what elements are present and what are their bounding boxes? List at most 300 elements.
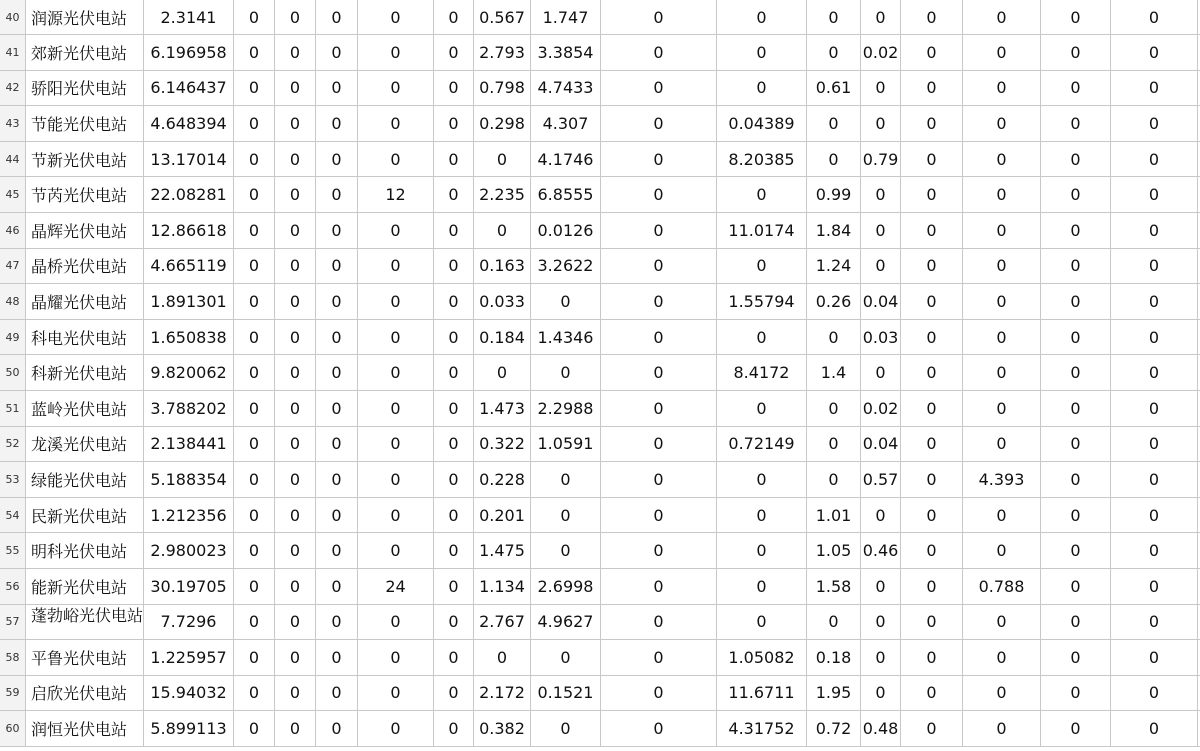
value-cell[interactable]: 0: [434, 320, 474, 355]
value-cell[interactable]: 9.820062: [144, 355, 234, 390]
value-cell[interactable]: 0.228: [474, 462, 531, 497]
value-cell[interactable]: 0: [601, 605, 717, 640]
value-cell[interactable]: 0: [234, 462, 275, 497]
value-cell[interactable]: 0.298: [474, 106, 531, 141]
row-number[interactable]: 46: [0, 213, 26, 248]
value-cell[interactable]: 0: [316, 35, 358, 70]
value-cell[interactable]: 0: [234, 711, 275, 746]
value-cell[interactable]: 0: [474, 213, 531, 248]
station-name-cell[interactable]: 晶桥光伏电站: [26, 249, 144, 284]
value-cell[interactable]: 0: [316, 427, 358, 462]
value-cell[interactable]: 0: [234, 605, 275, 640]
value-cell[interactable]: 0: [234, 569, 275, 604]
value-cell[interactable]: 0: [963, 640, 1041, 675]
value-cell[interactable]: 0: [901, 320, 963, 355]
value-cell[interactable]: 0: [234, 249, 275, 284]
value-cell[interactable]: 1.55794: [717, 284, 807, 319]
value-cell[interactable]: 4.307: [531, 106, 601, 141]
station-name-cell[interactable]: 龙溪光伏电站: [26, 427, 144, 462]
value-cell[interactable]: 0: [601, 569, 717, 604]
value-cell[interactable]: 0: [1041, 71, 1111, 106]
value-cell[interactable]: 0: [963, 391, 1041, 426]
value-cell[interactable]: 0: [601, 391, 717, 426]
value-cell[interactable]: 0: [1041, 676, 1111, 711]
value-cell[interactable]: 0: [901, 462, 963, 497]
value-cell[interactable]: 0: [316, 391, 358, 426]
value-cell[interactable]: 2.793: [474, 35, 531, 70]
value-cell[interactable]: 1.134: [474, 569, 531, 604]
value-cell[interactable]: 2.172: [474, 676, 531, 711]
value-cell[interactable]: 4.9627: [531, 605, 601, 640]
value-cell[interactable]: 2.767: [474, 605, 531, 640]
value-cell[interactable]: 0: [234, 427, 275, 462]
value-cell[interactable]: 0: [434, 676, 474, 711]
value-cell[interactable]: 0: [1041, 142, 1111, 177]
station-name-cell[interactable]: 节芮光伏电站: [26, 177, 144, 212]
row-number[interactable]: 60: [0, 711, 26, 746]
value-cell[interactable]: 0: [434, 0, 474, 34]
value-cell[interactable]: 0: [358, 391, 434, 426]
value-cell[interactable]: 11.6711: [717, 676, 807, 711]
value-cell[interactable]: 0: [963, 106, 1041, 141]
value-cell[interactable]: 2.235: [474, 177, 531, 212]
value-cell[interactable]: 0: [234, 71, 275, 106]
value-cell[interactable]: 0.99: [807, 177, 861, 212]
value-cell[interactable]: 0: [901, 640, 963, 675]
value-cell[interactable]: 0.1521: [531, 676, 601, 711]
value-cell[interactable]: 0: [358, 35, 434, 70]
value-cell[interactable]: 0: [434, 106, 474, 141]
value-cell[interactable]: 0: [316, 177, 358, 212]
value-cell[interactable]: 13.17014: [144, 142, 234, 177]
value-cell[interactable]: 0: [963, 320, 1041, 355]
value-cell[interactable]: 0: [531, 462, 601, 497]
value-cell[interactable]: 0: [601, 640, 717, 675]
value-cell[interactable]: 0: [234, 355, 275, 390]
value-cell[interactable]: 0: [474, 142, 531, 177]
value-cell[interactable]: 0: [1041, 462, 1111, 497]
value-cell[interactable]: 0: [316, 498, 358, 533]
value-cell[interactable]: 0: [358, 71, 434, 106]
value-cell[interactable]: 0.567: [474, 0, 531, 34]
value-cell[interactable]: 0: [1111, 106, 1198, 141]
value-cell[interactable]: 0: [717, 605, 807, 640]
value-cell[interactable]: 0.322: [474, 427, 531, 462]
value-cell[interactable]: 0: [717, 533, 807, 568]
value-cell[interactable]: 0: [234, 0, 275, 34]
value-cell[interactable]: 0: [1041, 177, 1111, 212]
value-cell[interactable]: 0: [601, 142, 717, 177]
value-cell[interactable]: 0: [434, 35, 474, 70]
value-cell[interactable]: 0: [717, 0, 807, 34]
value-cell[interactable]: 1.24: [807, 249, 861, 284]
value-cell[interactable]: 0: [901, 213, 963, 248]
value-cell[interactable]: 0.57: [861, 462, 901, 497]
value-cell[interactable]: 0: [807, 320, 861, 355]
value-cell[interactable]: 0: [316, 249, 358, 284]
value-cell[interactable]: 0: [316, 711, 358, 746]
value-cell[interactable]: 0: [901, 71, 963, 106]
value-cell[interactable]: 0: [1111, 355, 1198, 390]
value-cell[interactable]: 0: [963, 177, 1041, 212]
row-number[interactable]: 44: [0, 142, 26, 177]
value-cell[interactable]: 0: [601, 533, 717, 568]
station-name-cell[interactable]: 平鲁光伏电站: [26, 640, 144, 675]
row-number[interactable]: 54: [0, 498, 26, 533]
value-cell[interactable]: 0: [434, 142, 474, 177]
value-cell[interactable]: 0: [1041, 427, 1111, 462]
value-cell[interactable]: 0: [316, 0, 358, 34]
value-cell[interactable]: 0: [601, 106, 717, 141]
value-cell[interactable]: 0: [601, 71, 717, 106]
value-cell[interactable]: 0: [901, 498, 963, 533]
value-cell[interactable]: 0: [1111, 284, 1198, 319]
value-cell[interactable]: 1.475: [474, 533, 531, 568]
value-cell[interactable]: 0: [358, 284, 434, 319]
value-cell[interactable]: 0: [434, 640, 474, 675]
value-cell[interactable]: 0: [901, 676, 963, 711]
value-cell[interactable]: 0: [234, 676, 275, 711]
value-cell[interactable]: 0: [901, 249, 963, 284]
value-cell[interactable]: 0: [963, 355, 1041, 390]
value-cell[interactable]: 0: [601, 284, 717, 319]
value-cell[interactable]: 0.0126: [531, 213, 601, 248]
value-cell[interactable]: 0: [963, 71, 1041, 106]
value-cell[interactable]: 0: [234, 35, 275, 70]
value-cell[interactable]: 0: [358, 106, 434, 141]
value-cell[interactable]: 0: [1111, 498, 1198, 533]
value-cell[interactable]: 0: [316, 676, 358, 711]
value-cell[interactable]: 0: [963, 0, 1041, 34]
value-cell[interactable]: 0: [861, 177, 901, 212]
row-number[interactable]: 47: [0, 249, 26, 284]
value-cell[interactable]: 0.04: [861, 284, 901, 319]
value-cell[interactable]: 0: [601, 177, 717, 212]
value-cell[interactable]: 0: [434, 71, 474, 106]
value-cell[interactable]: 0: [316, 320, 358, 355]
value-cell[interactable]: 0.26: [807, 284, 861, 319]
value-cell[interactable]: 0: [901, 177, 963, 212]
value-cell[interactable]: 0: [316, 355, 358, 390]
value-cell[interactable]: 0: [1041, 533, 1111, 568]
value-cell[interactable]: 0: [434, 213, 474, 248]
value-cell[interactable]: 0: [1041, 284, 1111, 319]
value-cell[interactable]: 30.19705: [144, 569, 234, 604]
value-cell[interactable]: 0: [1111, 71, 1198, 106]
value-cell[interactable]: 0: [474, 640, 531, 675]
station-name-cell[interactable]: 明科光伏电站: [26, 533, 144, 568]
value-cell[interactable]: 0: [358, 711, 434, 746]
value-cell[interactable]: 0: [861, 71, 901, 106]
value-cell[interactable]: 22.08281: [144, 177, 234, 212]
station-name-cell[interactable]: 晶辉光伏电站: [26, 213, 144, 248]
value-cell[interactable]: 0: [474, 355, 531, 390]
value-cell[interactable]: 0: [963, 676, 1041, 711]
station-name-cell[interactable]: 节能光伏电站: [26, 106, 144, 141]
value-cell[interactable]: 0: [901, 106, 963, 141]
row-number[interactable]: 48: [0, 284, 26, 319]
value-cell[interactable]: 0: [434, 462, 474, 497]
value-cell[interactable]: 0: [358, 355, 434, 390]
value-cell[interactable]: 0: [807, 462, 861, 497]
value-cell[interactable]: 0: [358, 0, 434, 34]
value-cell[interactable]: 0: [434, 355, 474, 390]
value-cell[interactable]: 0: [275, 427, 316, 462]
value-cell[interactable]: 4.1746: [531, 142, 601, 177]
station-name-cell[interactable]: 润恒光伏电站: [26, 711, 144, 746]
value-cell[interactable]: 0.61: [807, 71, 861, 106]
value-cell[interactable]: 12: [358, 177, 434, 212]
value-cell[interactable]: 6.196958: [144, 35, 234, 70]
value-cell[interactable]: 0: [717, 320, 807, 355]
value-cell[interactable]: 0: [717, 249, 807, 284]
value-cell[interactable]: 0: [531, 533, 601, 568]
value-cell[interactable]: 4.665119: [144, 249, 234, 284]
value-cell[interactable]: 0: [316, 213, 358, 248]
value-cell[interactable]: 0: [861, 355, 901, 390]
value-cell[interactable]: 0.72: [807, 711, 861, 746]
value-cell[interactable]: 0: [316, 142, 358, 177]
value-cell[interactable]: 0: [1041, 249, 1111, 284]
value-cell[interactable]: 1.58: [807, 569, 861, 604]
value-cell[interactable]: 0: [358, 249, 434, 284]
value-cell[interactable]: 0.79: [861, 142, 901, 177]
value-cell[interactable]: 0: [1111, 533, 1198, 568]
value-cell[interactable]: 0: [963, 213, 1041, 248]
value-cell[interactable]: 0: [963, 533, 1041, 568]
value-cell[interactable]: 0: [807, 35, 861, 70]
value-cell[interactable]: 0: [434, 605, 474, 640]
value-cell[interactable]: 0: [275, 569, 316, 604]
station-name-cell[interactable]: 郊新光伏电站: [26, 35, 144, 70]
value-cell[interactable]: 0: [601, 355, 717, 390]
value-cell[interactable]: 1.95: [807, 676, 861, 711]
value-cell[interactable]: 3.3854: [531, 35, 601, 70]
value-cell[interactable]: 1.747: [531, 0, 601, 34]
value-cell[interactable]: 0: [234, 213, 275, 248]
value-cell[interactable]: 0: [434, 177, 474, 212]
value-cell[interactable]: 0.72149: [717, 427, 807, 462]
value-cell[interactable]: 0: [717, 177, 807, 212]
row-number[interactable]: 58: [0, 640, 26, 675]
value-cell[interactable]: 0: [861, 0, 901, 34]
value-cell[interactable]: 0: [234, 284, 275, 319]
value-cell[interactable]: 0: [717, 35, 807, 70]
station-name-cell[interactable]: 节新光伏电站: [26, 142, 144, 177]
value-cell[interactable]: 0: [234, 533, 275, 568]
value-cell[interactable]: 0.788: [963, 569, 1041, 604]
value-cell[interactable]: 0: [901, 0, 963, 34]
value-cell[interactable]: 0: [434, 711, 474, 746]
value-cell[interactable]: 0: [275, 391, 316, 426]
value-cell[interactable]: 0: [1111, 462, 1198, 497]
value-cell[interactable]: 0: [275, 106, 316, 141]
value-cell[interactable]: 5.899113: [144, 711, 234, 746]
value-cell[interactable]: 8.4172: [717, 355, 807, 390]
value-cell[interactable]: 0: [901, 569, 963, 604]
value-cell[interactable]: 0: [1111, 569, 1198, 604]
value-cell[interactable]: 0.02: [861, 391, 901, 426]
value-cell[interactable]: 1.4: [807, 355, 861, 390]
row-number[interactable]: 55: [0, 533, 26, 568]
value-cell[interactable]: 0: [234, 106, 275, 141]
value-cell[interactable]: 0: [434, 391, 474, 426]
value-cell[interactable]: 0: [1041, 569, 1111, 604]
value-cell[interactable]: 0: [434, 249, 474, 284]
row-number[interactable]: 51: [0, 391, 26, 426]
value-cell[interactable]: 0: [901, 35, 963, 70]
value-cell[interactable]: 0: [601, 427, 717, 462]
row-number[interactable]: 42: [0, 71, 26, 106]
value-cell[interactable]: 0: [531, 284, 601, 319]
value-cell[interactable]: 0: [275, 35, 316, 70]
value-cell[interactable]: 4.31752: [717, 711, 807, 746]
value-cell[interactable]: 0: [601, 0, 717, 34]
value-cell[interactable]: 0: [1041, 498, 1111, 533]
station-name-cell[interactable]: 能新光伏电站: [26, 569, 144, 604]
row-number[interactable]: 50: [0, 355, 26, 390]
row-number[interactable]: 40: [0, 0, 26, 34]
value-cell[interactable]: 0: [717, 498, 807, 533]
value-cell[interactable]: 0: [963, 498, 1041, 533]
value-cell[interactable]: 0: [358, 142, 434, 177]
value-cell[interactable]: 0.163: [474, 249, 531, 284]
value-cell[interactable]: 0.04389: [717, 106, 807, 141]
value-cell[interactable]: 0: [1041, 35, 1111, 70]
value-cell[interactable]: 0: [1111, 640, 1198, 675]
value-cell[interactable]: 0: [275, 676, 316, 711]
row-number[interactable]: 41: [0, 35, 26, 70]
value-cell[interactable]: 0: [963, 249, 1041, 284]
value-cell[interactable]: 0: [601, 711, 717, 746]
value-cell[interactable]: 1.650838: [144, 320, 234, 355]
station-name-cell[interactable]: 蓝岭光伏电站: [26, 391, 144, 426]
value-cell[interactable]: 0: [358, 533, 434, 568]
value-cell[interactable]: 0: [1041, 711, 1111, 746]
value-cell[interactable]: 0.382: [474, 711, 531, 746]
value-cell[interactable]: 0: [601, 462, 717, 497]
value-cell[interactable]: 1.473: [474, 391, 531, 426]
value-cell[interactable]: 0: [531, 498, 601, 533]
value-cell[interactable]: 0: [275, 605, 316, 640]
value-cell[interactable]: 0: [861, 106, 901, 141]
value-cell[interactable]: 8.20385: [717, 142, 807, 177]
value-cell[interactable]: 0: [358, 640, 434, 675]
value-cell[interactable]: 0.18: [807, 640, 861, 675]
value-cell[interactable]: 5.188354: [144, 462, 234, 497]
value-cell[interactable]: 0: [861, 213, 901, 248]
row-number[interactable]: 45: [0, 177, 26, 212]
value-cell[interactable]: 3.788202: [144, 391, 234, 426]
value-cell[interactable]: 0: [1041, 391, 1111, 426]
value-cell[interactable]: 0: [861, 676, 901, 711]
value-cell[interactable]: 0: [531, 640, 601, 675]
value-cell[interactable]: 0: [807, 391, 861, 426]
value-cell[interactable]: 0: [601, 320, 717, 355]
value-cell[interactable]: 0: [358, 676, 434, 711]
value-cell[interactable]: 0: [531, 711, 601, 746]
value-cell[interactable]: 0: [1111, 391, 1198, 426]
value-cell[interactable]: 1.01: [807, 498, 861, 533]
row-number[interactable]: 53: [0, 462, 26, 497]
value-cell[interactable]: 1.225957: [144, 640, 234, 675]
station-name-cell[interactable]: 蓬勃峪光伏电站: [26, 605, 144, 640]
value-cell[interactable]: 0: [358, 320, 434, 355]
row-number[interactable]: 52: [0, 427, 26, 462]
value-cell[interactable]: 0: [275, 711, 316, 746]
value-cell[interactable]: 0: [316, 284, 358, 319]
value-cell[interactable]: 0: [807, 0, 861, 34]
value-cell[interactable]: 0: [1041, 213, 1111, 248]
value-cell[interactable]: 0: [1041, 640, 1111, 675]
value-cell[interactable]: 0: [601, 676, 717, 711]
value-cell[interactable]: 0: [275, 249, 316, 284]
row-number[interactable]: 59: [0, 676, 26, 711]
value-cell[interactable]: 6.146437: [144, 71, 234, 106]
value-cell[interactable]: 0: [807, 605, 861, 640]
value-cell[interactable]: 0: [901, 391, 963, 426]
value-cell[interactable]: 0: [358, 213, 434, 248]
value-cell[interactable]: 4.7433: [531, 71, 601, 106]
value-cell[interactable]: 0: [275, 355, 316, 390]
value-cell[interactable]: 0: [316, 106, 358, 141]
station-name-cell[interactable]: 科电光伏电站: [26, 320, 144, 355]
station-name-cell[interactable]: 启欣光伏电站: [26, 676, 144, 711]
value-cell[interactable]: 0: [901, 142, 963, 177]
value-cell[interactable]: 0: [963, 284, 1041, 319]
value-cell[interactable]: 0: [1111, 605, 1198, 640]
station-name-cell[interactable]: 民新光伏电站: [26, 498, 144, 533]
value-cell[interactable]: 0: [717, 462, 807, 497]
value-cell[interactable]: 0: [275, 498, 316, 533]
value-cell[interactable]: 0: [234, 177, 275, 212]
value-cell[interactable]: 11.0174: [717, 213, 807, 248]
value-cell[interactable]: 0: [275, 533, 316, 568]
value-cell[interactable]: 0: [1111, 676, 1198, 711]
value-cell[interactable]: 0: [1111, 213, 1198, 248]
value-cell[interactable]: 0: [275, 71, 316, 106]
value-cell[interactable]: 2.980023: [144, 533, 234, 568]
value-cell[interactable]: 0: [434, 498, 474, 533]
value-cell[interactable]: 1.0591: [531, 427, 601, 462]
value-cell[interactable]: 0.184: [474, 320, 531, 355]
station-name-cell[interactable]: 科新光伏电站: [26, 355, 144, 390]
value-cell[interactable]: 2.138441: [144, 427, 234, 462]
value-cell[interactable]: 0: [531, 355, 601, 390]
value-cell[interactable]: 4.393: [963, 462, 1041, 497]
value-cell[interactable]: 0: [1041, 106, 1111, 141]
row-number[interactable]: 57: [0, 605, 26, 640]
value-cell[interactable]: 0: [1111, 142, 1198, 177]
value-cell[interactable]: 0: [358, 498, 434, 533]
value-cell[interactable]: 0: [861, 569, 901, 604]
value-cell[interactable]: 1.84: [807, 213, 861, 248]
row-number[interactable]: 49: [0, 320, 26, 355]
value-cell[interactable]: 0: [316, 569, 358, 604]
value-cell[interactable]: 2.2988: [531, 391, 601, 426]
value-cell[interactable]: 0: [275, 177, 316, 212]
value-cell[interactable]: 1.891301: [144, 284, 234, 319]
value-cell[interactable]: 0: [807, 142, 861, 177]
value-cell[interactable]: 1.05: [807, 533, 861, 568]
value-cell[interactable]: 0: [717, 71, 807, 106]
value-cell[interactable]: 1.212356: [144, 498, 234, 533]
value-cell[interactable]: 0: [275, 320, 316, 355]
value-cell[interactable]: 24: [358, 569, 434, 604]
value-cell[interactable]: 0: [316, 605, 358, 640]
value-cell[interactable]: 0: [601, 213, 717, 248]
value-cell[interactable]: 0: [963, 711, 1041, 746]
